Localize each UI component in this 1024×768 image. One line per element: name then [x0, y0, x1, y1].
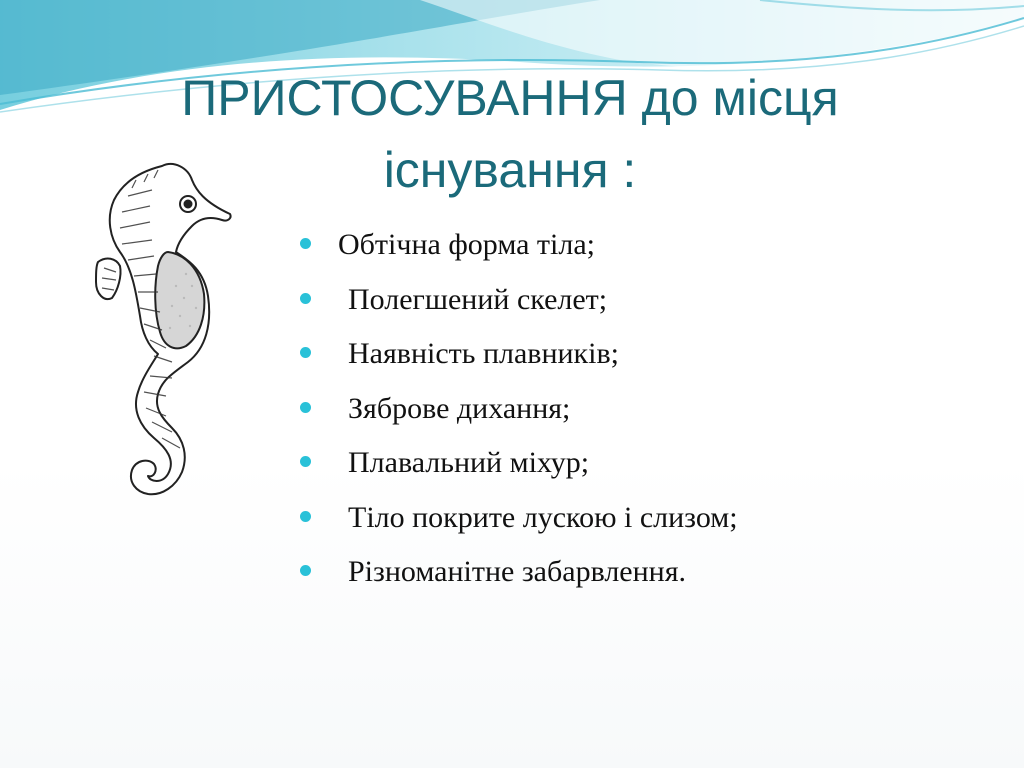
list-item-text: Наявність плавників;	[348, 337, 619, 371]
list-item	[300, 273, 950, 328]
bullet-icon	[300, 402, 311, 413]
list-item	[300, 218, 950, 273]
adaptations-list	[300, 218, 950, 600]
list-item-text: Тіло покрите лускою і слизом;	[348, 500, 738, 534]
list-item-text: Полегшений скелет;	[348, 282, 608, 316]
title-line-2: існування :	[383, 142, 637, 198]
list-item-text: Плавальний міхур;	[348, 446, 590, 480]
list-item	[300, 382, 950, 437]
list-item-text: Різноманітне забарвлення.	[348, 555, 687, 589]
title-line-1: ПРИСТОСУВАННЯ до місця	[181, 70, 839, 126]
bullet-icon	[300, 293, 311, 304]
list-item-text: Обтічна форма тіла;	[338, 228, 595, 262]
list-item	[300, 491, 950, 546]
list-item-text: Зяброве дихання;	[348, 391, 571, 425]
seahorse-illustration	[92, 156, 237, 501]
list-item	[300, 545, 950, 600]
list-item	[300, 436, 950, 491]
list-item	[300, 327, 950, 382]
bullet-icon	[300, 511, 311, 522]
